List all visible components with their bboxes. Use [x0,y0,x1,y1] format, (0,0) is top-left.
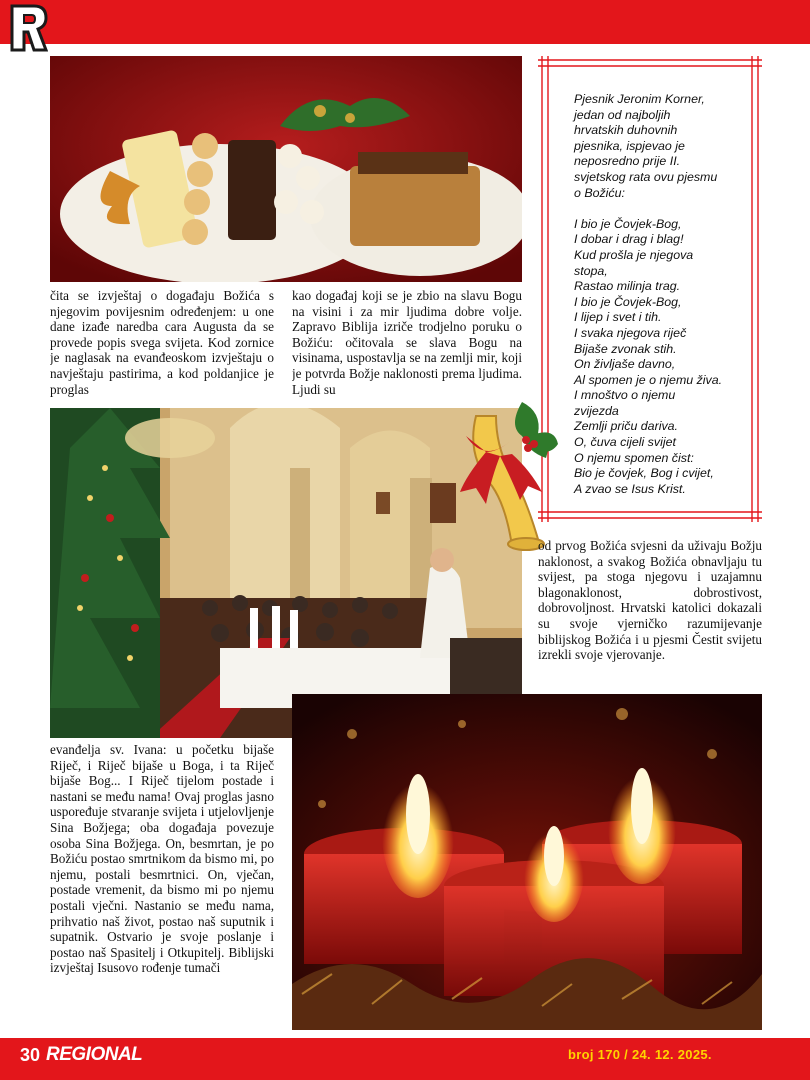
issue-info: broj 170 / 24. 12. 2025. [568,1047,712,1062]
article-col1-top [50,288,274,406]
poem-box [574,92,764,497]
poem-intro: Pjesnik Jeronim Korner, jedan od najboljih hrvatskih duhovnih pjesnika, ispjevao je neposredno prije II. svjetskog rata ovu pjesmu o Božiću: [574,92,718,200]
article-paragraph: kao događaj koji se je zbio na slavu Bogu na visini i za mir ljudima dobre volje. Zapravo Biblija izriče trodjelno poruku o Božiću: očitovala se slava Bogu na visinama, uspostavlja se na zemlji mir, koji je potvrda Božje naklonosti prema ljudima. Ljudi su [292,288,522,397]
article-paragraph: evanđelja sv. Ivana: u početku bijaše Riječ, i Riječ bijaše u Boga, i ta Riječ bijaše Bog... I Riječ tijelom postade i nastani se među nama! Ovaj proglas jasno uspoređuje stvaranje svijeta i utjelovljenje Sina Božjega; oba događaja povezuje osoba Sina Božjega. On, besmrtan, je po Božiću postao smrtnikom da bismo mi, po njemu, postali besmrtnici. On, vječan, postade vremenit, da bismo mi po njemu postali vječni. Nastanio se među nama, prihvatio naš život, postao naš suputnik i supatnik. Ostvario je svoje poslanje i postao naš Spasitelj i Otkupitelj. Biblijski izvještaj Isusovo rođenje tumači [50,742,274,976]
top-red-bar [0,0,810,44]
candles-photo [292,694,762,1030]
poem-verse: I bio je Čovjek-Bog, I dobar i drag i blag! Kud prošla je njegova stopa, Rastao milinja trag. I bio je Čovjek-Bog, I lijep i svet i tih. I svaka njegova riječ Bijaše zvonak stih. On življaše davno, Al spomen je o njemu živa. I mnoštvo o njemu zvijezda Zemlji priču dariva. O, čuva cijeli svijet O njemu spomen čist: Bio je čovjek, Bog i cvijet, A zvao se Isus Krist. [574,216,723,496]
cakes-photo [50,56,522,282]
article-paragraph: od prvog Božića svjesni da uživaju Božju naklonost, a svakog Božića obnavljaju tu svijest, pa stoga njegovu i uzajamnu blagonaklonost, dobrostivost, dobrovoljnost. Hrvatski katolici dokazali su svoje vjerničko razumijevanje biblijskog Božića i u pjesmi Čestit svijetu izrekli svoje vjerovanje. [538,538,762,663]
regional-r-logo [8,4,48,54]
article-col2-top [292,288,522,406]
church-interior-photo [50,408,522,738]
magazine-brand: REGIONAL [46,1044,143,1065]
article-col3-mid [538,538,762,688]
page-number: 30 [20,1045,41,1065]
article-paragraph: čita se izvještaj o događaju Božića s njegovim povijesnim određenjem: u one dane izađe naredba cara Augusta da se provede popis svega svijeta. Kod zornice je naglasak na evanđeoskom izvještaju o navještaju pastirima, a kod poldanjice je proglas [50,288,274,397]
article-col1-bottom [50,742,274,1030]
horn-holly-ornament [456,396,560,552]
